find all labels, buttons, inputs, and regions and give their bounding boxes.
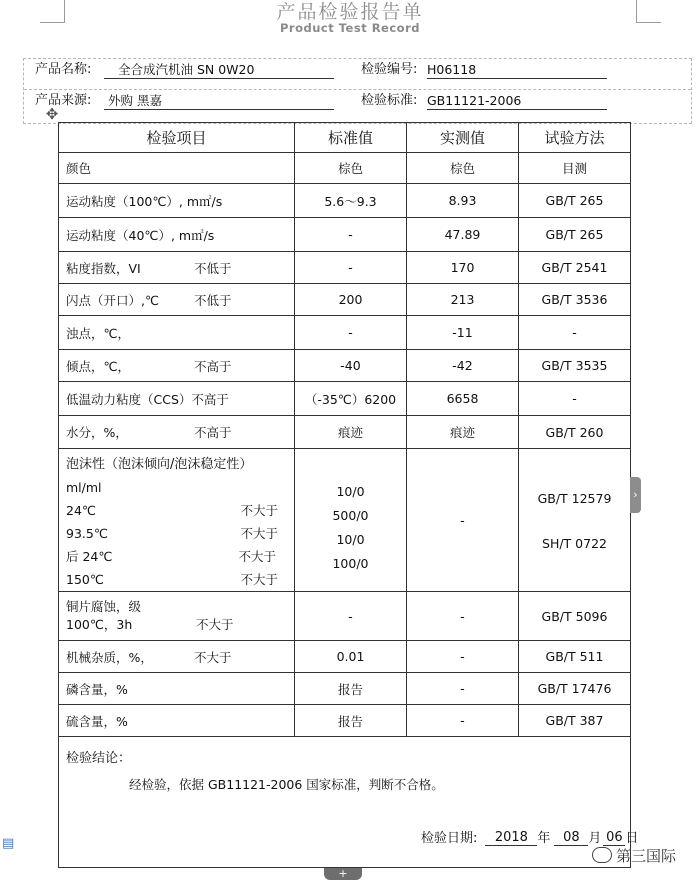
measured-cell: - — [407, 705, 519, 737]
standard-cell: 痕迹 — [295, 416, 407, 449]
test-standard-label: 检验标准: — [361, 93, 418, 108]
product-source-label: 产品来源: — [35, 93, 92, 108]
test-standard-value: GB11121-2006 — [427, 93, 607, 110]
measured-cell: - — [407, 673, 519, 705]
date-year-unit: 年 — [537, 831, 551, 846]
measured-cell: -42 — [407, 350, 519, 382]
item-cell: 硫含量，% — [59, 705, 295, 737]
item-label: 倾点，℃， — [66, 358, 131, 374]
foam-standard-cell — [295, 449, 407, 592]
item-cell: 颜色 — [59, 153, 295, 184]
item-cell — [59, 350, 295, 382]
conclusion-label: 检验结论： — [66, 751, 132, 766]
method-cell: GB/T 265 — [519, 184, 631, 218]
method-cell: GB/T 3535 — [519, 350, 631, 382]
product-name-value: 全合成汽机油 SN 0W20 — [104, 62, 334, 79]
foam-cond: 不大于 — [238, 549, 276, 564]
item-cell — [59, 252, 295, 284]
date-day: 06 — [603, 830, 625, 846]
conclusion-row — [59, 737, 631, 868]
method-cell: GB/T 260 — [519, 416, 631, 449]
foam-temp: 24℃ — [66, 503, 96, 518]
foam-method-cell — [519, 449, 631, 592]
measured-cell: 47.89 — [407, 218, 519, 252]
table-row-foam — [59, 449, 631, 592]
standard-cell: 报告 — [295, 673, 407, 705]
item-label: 水分，%， — [66, 425, 128, 440]
measured-cell: 6658 — [407, 382, 519, 416]
item-label: 粘度指数，VI — [66, 260, 141, 276]
condition-label: 不低于 — [194, 260, 232, 276]
method-cell: GB/T 3536 — [519, 284, 631, 316]
date-month: 08 — [554, 830, 588, 846]
standard-cell: - — [295, 218, 407, 252]
table-row — [59, 218, 631, 252]
product-source-value: 外购 黑嘉 — [104, 93, 334, 110]
document-title: 产品检验报告单 — [276, 1, 424, 23]
standard-cell: （-35℃）6200 — [295, 382, 407, 416]
foam-cond: 不大于 — [240, 572, 278, 587]
item-cell — [59, 416, 295, 449]
copper-cond-line: 100℃，3h — [66, 617, 133, 632]
table-row — [59, 252, 631, 284]
item-cell: 低温动力粘度（CCS）不高于 — [59, 382, 295, 416]
conclusion-cell — [59, 737, 639, 868]
foam-cond: 不大于 — [240, 526, 278, 541]
date-day-unit: 日 — [625, 831, 639, 846]
standard-cell: 5.6～9.3 — [295, 184, 407, 218]
measured-cell: 痕迹 — [407, 416, 519, 449]
item-cell: 运动粘度（40℃）, m㎡/s — [59, 218, 295, 252]
measured-cell: 213 — [407, 284, 519, 316]
measured-cell: 8.93 — [407, 184, 519, 218]
item-label: 机械杂质，%， — [66, 649, 153, 665]
test-no-value: H06118 — [427, 62, 607, 79]
method-cell: GB/T 17476 — [519, 673, 631, 705]
foam-cond: 不大于 — [240, 503, 278, 518]
copper-item-label: 铜片腐蚀，级 — [66, 599, 142, 614]
conclusion-text: 经检验，依据 GB11121-2006 国家标准，判断不合格。 — [129, 777, 444, 792]
expand-side-panel-icon[interactable]: › — [630, 477, 641, 513]
test-date — [421, 827, 638, 846]
date-label: 检验日期: — [421, 831, 478, 846]
standard-cell: - — [295, 316, 407, 350]
test-results-table — [58, 122, 639, 868]
item-cell: 运动粘度（100℃）, m㎡/s — [59, 184, 295, 218]
foam-temp: 后 24℃ — [66, 549, 113, 564]
method-cell: GB/T 511 — [519, 641, 631, 673]
item-cell — [59, 641, 295, 673]
document-icon[interactable]: ▤ — [2, 836, 15, 851]
foam-std-value: 10/0 — [336, 484, 365, 499]
table-row — [59, 284, 631, 316]
item-cell: 浊点，℃， — [59, 316, 295, 350]
foam-method-2: SH/T 0722 — [542, 536, 607, 551]
table-row — [59, 641, 631, 673]
item-cell — [59, 284, 295, 316]
table-row — [59, 316, 631, 350]
test-no-label: 检验编号: — [361, 62, 418, 77]
column-header-method: 试验方法 — [519, 123, 631, 153]
table-row — [59, 416, 631, 449]
foam-measured-cell: - — [407, 449, 519, 592]
column-header-measured: 实测值 — [407, 123, 519, 153]
table-row — [59, 382, 631, 416]
measured-cell: - — [407, 592, 519, 641]
method-cell: GB/T 387 — [519, 705, 631, 737]
method-cell: GB/T 5096 — [519, 592, 631, 641]
table-move-handle-icon[interactable]: ✥ — [45, 105, 59, 123]
foam-std-value: 10/0 — [336, 532, 365, 547]
condition-label: 不高于 — [194, 425, 232, 440]
measured-cell: 170 — [407, 252, 519, 284]
add-row-icon[interactable]: + — [324, 868, 362, 880]
standard-cell: 棕色 — [295, 153, 407, 184]
foam-unit: ml/ml — [66, 480, 102, 495]
method-cell: - — [519, 382, 631, 416]
watermark — [592, 846, 676, 866]
copper-cond: 不大于 — [196, 617, 234, 632]
standard-cell: 200 — [295, 284, 407, 316]
condition-label: 不大于 — [194, 649, 232, 665]
table-row — [59, 153, 631, 184]
column-header-item: 检验项目 — [59, 123, 295, 153]
date-month-unit: 月 — [588, 831, 602, 846]
measured-cell: - — [407, 641, 519, 673]
watermark-text: 第三国际 — [616, 847, 677, 865]
column-header-standard: 标准值 — [295, 123, 407, 153]
table-row — [59, 350, 631, 382]
foam-item-cell — [59, 449, 295, 592]
method-cell: - — [519, 316, 631, 350]
item-cell: 磷含量，% — [59, 673, 295, 705]
copper-item-cell — [59, 592, 295, 641]
method-cell: 目测 — [519, 153, 631, 184]
chat-bubble-icon — [592, 847, 612, 863]
standard-cell: 报告 — [295, 705, 407, 737]
table-header-row — [59, 123, 631, 153]
date-year: 2018 — [485, 830, 537, 846]
foam-std-value: 100/0 — [332, 556, 369, 571]
method-cell: GB/T 2541 — [519, 252, 631, 284]
foam-std-value: 500/0 — [332, 508, 369, 523]
measured-cell: 棕色 — [407, 153, 519, 184]
condition-label: 不高于 — [194, 358, 232, 374]
product-name-label: 产品名称: — [35, 62, 92, 77]
standard-cell: - — [295, 252, 407, 284]
table-row — [59, 184, 631, 218]
standard-cell: -40 — [295, 350, 407, 382]
method-cell: GB/T 265 — [519, 218, 631, 252]
document-subtitle: Product Test Record — [280, 21, 420, 35]
table-row-copper — [59, 592, 631, 641]
condition-label: 不低于 — [194, 292, 232, 308]
table-row — [59, 673, 631, 705]
measured-cell: -11 — [407, 316, 519, 350]
standard-cell: 0.01 — [295, 641, 407, 673]
table-row — [59, 705, 631, 737]
foam-temp: 93.5℃ — [66, 526, 108, 541]
foam-temp: 150℃ — [66, 572, 104, 587]
foam-method-1: GB/T 12579 — [537, 491, 612, 506]
standard-cell: - — [295, 592, 407, 641]
foam-item-label: 泡沫性（泡沫倾向/泡沫稳定性） — [66, 457, 253, 472]
item-label: 闪点（开口）,℃ — [66, 292, 160, 308]
